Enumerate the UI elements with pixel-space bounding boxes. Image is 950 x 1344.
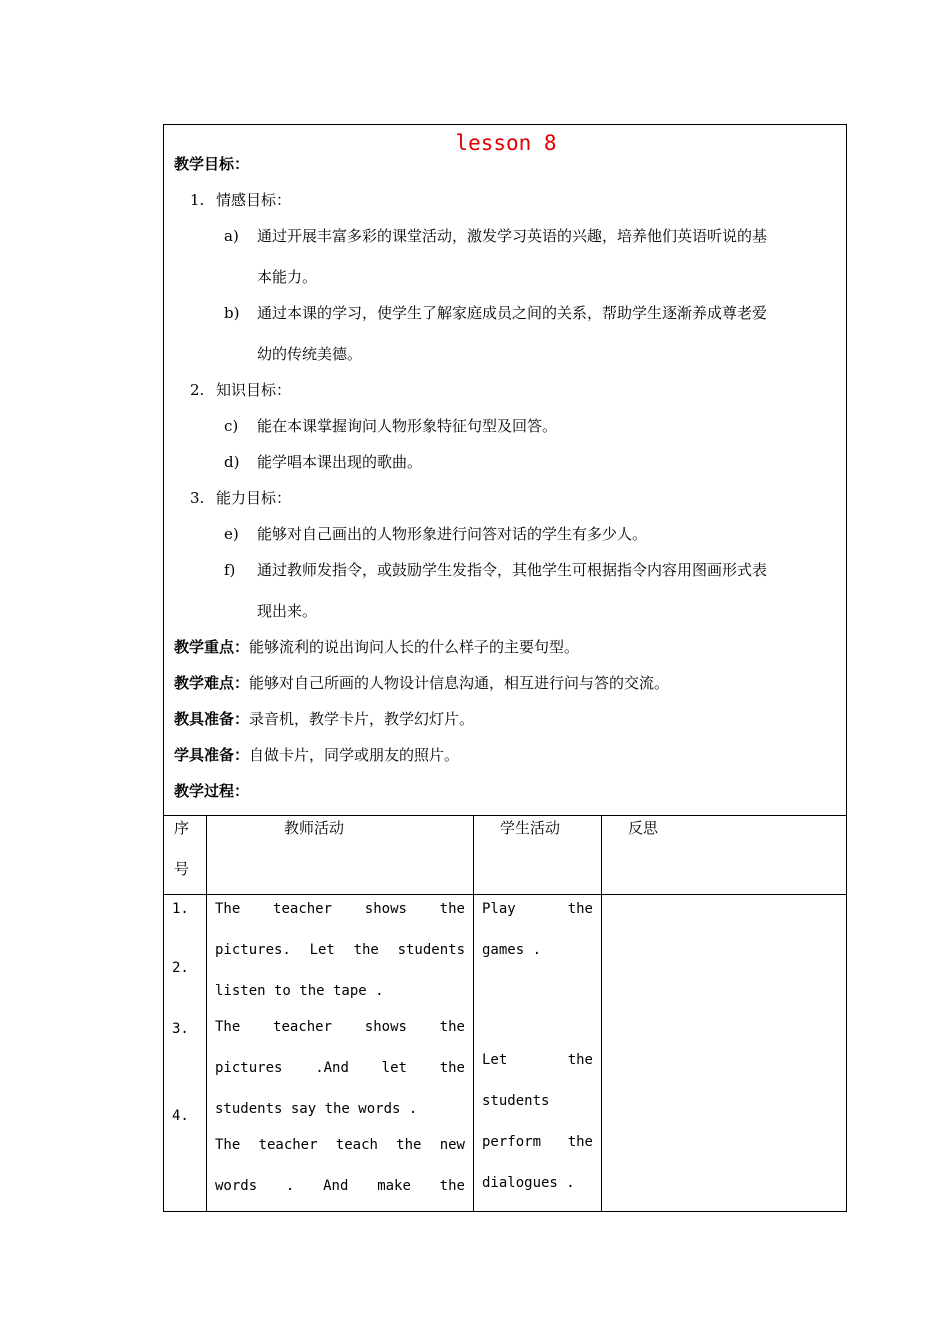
item-e-mark: e): [224, 525, 239, 543]
word: Play: [482, 901, 516, 917]
lesson-title: lesson 8: [455, 131, 557, 155]
student-materials-label: 学具准备：: [174, 746, 250, 764]
word: .And: [315, 1060, 349, 1076]
process-heading: 教学过程：: [174, 782, 250, 800]
word: the: [439, 1019, 465, 1035]
word: And: [323, 1178, 349, 1194]
item-c-line-1: 能在本课掌握询问人物形象特征句型及回答。: [257, 417, 558, 435]
teacher-materials-row: [174, 709, 474, 729]
difficulty-label: 教学难点：: [174, 674, 250, 692]
row-number: 4.: [172, 1108, 189, 1124]
objectives-heading: 教学目标：: [174, 155, 250, 173]
word: shows: [364, 901, 407, 917]
teacher-materials-text: 录音机，教学卡片，教学幻灯片。: [249, 710, 475, 728]
word: the: [439, 1060, 465, 1076]
process-table: [164, 815, 846, 1212]
item-b-line-1: 通过本课的学习，使学生了解家庭成员之间的关系，帮助学生逐渐养成尊老爱: [257, 304, 768, 322]
item-c-mark: c): [224, 417, 239, 435]
teacher-line: [215, 1099, 417, 1119]
key-point-text: 能够流利的说出询问人长的什么样子的主要句型。: [249, 638, 580, 656]
table-top-rule: [164, 815, 846, 816]
word: words: [215, 1178, 258, 1194]
item-d-mark: d): [224, 453, 240, 471]
word: the: [567, 1052, 593, 1068]
word: the: [439, 1178, 465, 1194]
word: teach: [335, 1137, 378, 1153]
item-f-line-2: 现出来。: [257, 602, 318, 620]
row-number: 2.: [172, 960, 189, 976]
student-line: [482, 1132, 593, 1152]
word: teacher: [258, 1137, 318, 1153]
word: games .: [482, 942, 542, 958]
table-col-rule-3: [601, 815, 602, 1212]
key-point-label: 教学重点：: [174, 638, 250, 656]
student-materials-text: 自做卡片，同学或朋友的照片。: [249, 746, 460, 764]
lesson-plan-frame: [163, 124, 847, 1212]
word: let: [381, 1060, 407, 1076]
section-3-num: 3.: [190, 489, 205, 507]
word: students: [482, 1093, 550, 1109]
word: the: [567, 1134, 593, 1150]
section-3-label: 能力目标：: [216, 489, 292, 507]
header-reflection: 反思: [628, 819, 659, 837]
section-1-label: 情感目标：: [216, 191, 292, 209]
word: The: [215, 901, 241, 917]
word: shows: [364, 1019, 407, 1035]
difficulty-text: 能够对自己所画的人物设计信息沟通，相互进行问与答的交流。: [249, 674, 670, 692]
word: make: [377, 1178, 411, 1194]
item-d-line-1: 能学唱本课出现的歌曲。: [257, 453, 423, 471]
word: students say the words .: [215, 1101, 418, 1117]
teacher-materials-label: 教具准备：: [174, 710, 250, 728]
word: The: [215, 1137, 241, 1153]
section-2-label: 知识目标：: [216, 381, 292, 399]
row-number: 1.: [172, 901, 189, 917]
item-f-line-1: 通过教师发指令，或鼓励学生发指令，其他学生可根据指令内容用图画形式表: [257, 561, 768, 579]
student-line: [482, 940, 541, 960]
header-teacher: 教师活动: [284, 819, 345, 837]
item-f-mark: f): [224, 561, 236, 579]
table-header-rule: [164, 894, 846, 895]
item-a-line-1: 通过开展丰富多彩的课堂活动，激发学习英语的兴趣，培养他们英语听说的基: [257, 227, 768, 245]
row-number: 3.: [172, 1021, 189, 1037]
difficulty-row: [174, 673, 669, 693]
teacher-line: [215, 1058, 465, 1078]
word: the: [439, 901, 465, 917]
header-num-line-2: 号: [174, 860, 190, 878]
word: Let: [309, 942, 335, 958]
key-point-row: [174, 637, 579, 657]
teacher-line: [215, 899, 465, 919]
teacher-line: [215, 1135, 465, 1155]
word: teacher: [273, 1019, 333, 1035]
item-a-line-2: 本能力。: [257, 268, 318, 286]
item-e-line-1: 能够对自己画出的人物形象进行问答对话的学生有多少人。: [257, 525, 648, 543]
word: Let: [482, 1052, 508, 1068]
table-col-rule-1: [206, 815, 207, 1212]
word: teacher: [273, 901, 333, 917]
student-line: [482, 1050, 593, 1070]
section-1-num: 1.: [190, 191, 205, 209]
header-num-line-1: 序: [174, 819, 190, 837]
word: the: [567, 901, 593, 917]
student-line: [482, 899, 593, 919]
student-line: [482, 1091, 549, 1111]
item-b-mark: b): [224, 304, 240, 322]
teacher-line: [215, 1017, 465, 1037]
teacher-line: [215, 1176, 465, 1196]
word: listen to the tape .: [215, 983, 384, 999]
word: students: [397, 942, 465, 958]
word: dialogues .: [482, 1175, 575, 1191]
teacher-line: [215, 940, 465, 960]
word: perform: [482, 1134, 542, 1150]
item-a-mark: a): [224, 227, 239, 245]
word: pictures.: [215, 942, 291, 958]
word: the: [396, 1137, 422, 1153]
word: pictures: [215, 1060, 283, 1076]
word: the: [353, 942, 379, 958]
word: The: [215, 1019, 241, 1035]
table-col-rule-2: [473, 815, 474, 1212]
word: new: [439, 1137, 465, 1153]
word: .: [285, 1178, 295, 1194]
item-b-line-2: 幼的传统美德。: [257, 345, 363, 363]
section-2-num: 2.: [190, 381, 205, 399]
student-materials-row: [174, 745, 459, 765]
student-line: [482, 1173, 575, 1193]
header-student: 学生活动: [500, 819, 561, 837]
teacher-line: [215, 981, 384, 1001]
